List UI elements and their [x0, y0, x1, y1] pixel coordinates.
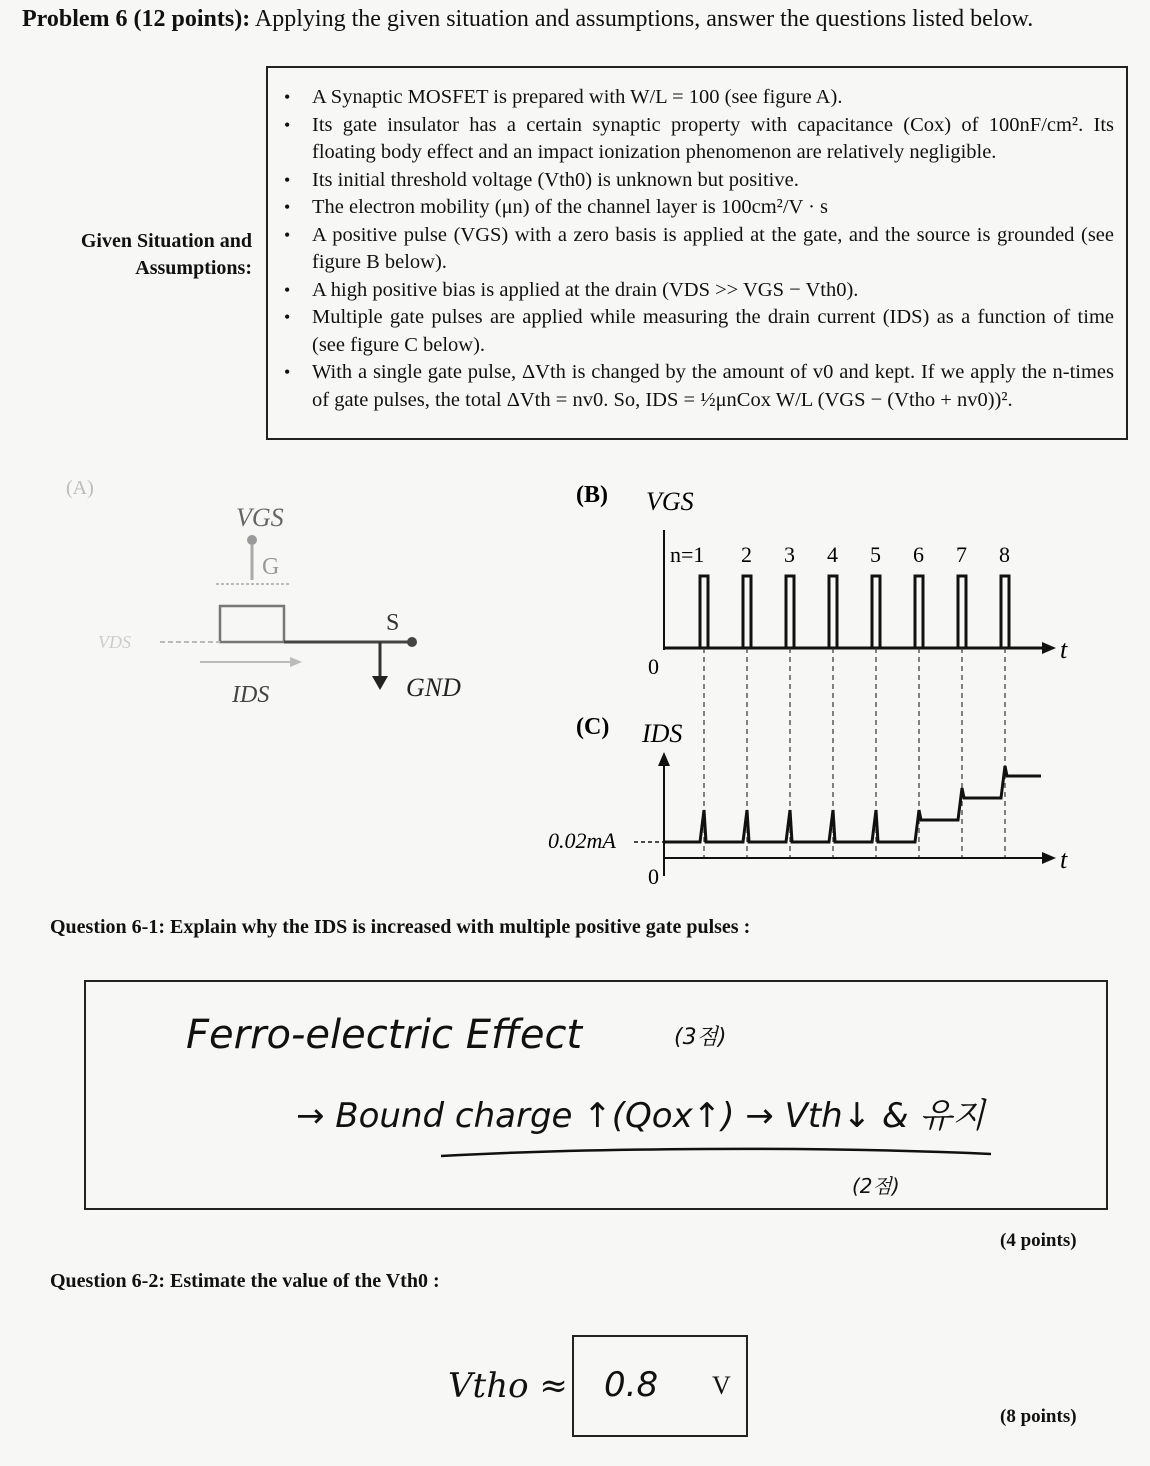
problem-label: Problem 6 (12 points): [22, 6, 251, 32]
assumption-item: • Its gate insulator has a certain synaptic property with capacitance (Cox) of 100nF/cm². Its floating body effect and an impact ionization phenomenon are relatively negligible. [282, 112, 1114, 167]
answer-underline [436, 1142, 996, 1166]
gate-pulse [915, 576, 923, 648]
source-terminal [407, 637, 417, 647]
answer-6-1-note2: (2점) [852, 1174, 900, 1198]
points-6-1: (4 points) [1000, 1230, 1077, 1251]
vgs-label: VGS [236, 503, 284, 532]
answer-6-2-unit: V [712, 1371, 731, 1400]
figure-c-y-arrowhead [658, 752, 670, 766]
figure-c-origin: 0 [648, 864, 659, 889]
question-6-1: Question 6-1: Explain why the IDS is increased with multiple positive gate pulses : [50, 916, 751, 938]
problem-header [22, 6, 1033, 33]
question-6-2: Question 6-2: Estimate the value of the Vth0 : [50, 1270, 440, 1292]
ids-curve [664, 766, 1041, 842]
answer-box-6-2 [572, 1335, 748, 1437]
pulse-label: 4 [827, 542, 838, 567]
ground-icon [372, 676, 388, 690]
gate-pulse [958, 576, 966, 648]
source-label: S [386, 610, 400, 636]
vtho-lhs: Vtho ≈ [448, 1366, 568, 1406]
given-label [40, 228, 252, 282]
figure-c-time-label: t [1060, 845, 1068, 874]
assumption-item: • Its initial threshold voltage (Vth0) is unknown but positive. [282, 167, 1114, 195]
given-label-line1: Given Situation and [80, 230, 252, 252]
pulse-train [700, 576, 1009, 648]
pulse-labels [670, 542, 1010, 567]
answer-6-2-value: 0.8 [604, 1365, 659, 1405]
assumption-item: • A high positive bias is applied at the drain (VDS >> VGS − Vth0). [282, 277, 1114, 305]
figure-a-label: (A) [66, 477, 94, 499]
assumption-item: • A Synaptic MOSFET is prepared with W/L = 100 (see figure A). [282, 84, 1114, 112]
pulse-label: n=1 [670, 542, 705, 567]
ids-arrowhead [290, 657, 302, 667]
figure-c-label: (C) [576, 714, 610, 740]
points-6-2: (8 points) [1000, 1406, 1077, 1427]
pulse-label: 7 [956, 542, 967, 567]
pulse-label: 5 [870, 542, 881, 567]
gate-pulse [872, 576, 880, 648]
vds-label: VDS [98, 632, 131, 652]
gate-terminal [247, 535, 257, 545]
gate-pulse [786, 576, 794, 648]
channel-body [220, 606, 284, 642]
answer-6-1-line2: → Bound charge ↑(Qox↑) → Vth↓ & 유지 [296, 1096, 986, 1136]
figure-b-label: (B) [576, 482, 608, 508]
gate-pulse [829, 576, 837, 648]
assumption-item: • The electron mobility (μn) of the channel layer is 100cm²/V · s [282, 194, 1114, 222]
figure-bc-waveforms [540, 470, 1080, 900]
ids-label: IDS [232, 682, 270, 708]
gate-pulse [1001, 576, 1009, 648]
figure-b-origin: 0 [648, 654, 659, 679]
figure-b-axis-label: VGS [646, 487, 694, 516]
gnd-label: GND [406, 673, 461, 702]
assumption-item: • Multiple gate pulses are applied while measuring the drain current (IDS) as a function of time (see figure C below). [282, 304, 1114, 359]
pulse-label: 8 [999, 542, 1010, 567]
assumptions-box [266, 66, 1128, 440]
answer-box-6-1 [84, 980, 1108, 1210]
given-label-line2: Assumptions: [135, 257, 252, 279]
figure-b-x-arrowhead [1042, 642, 1056, 654]
assumptions-list [282, 84, 1114, 414]
ids-level-label: 0.02mA [548, 828, 616, 853]
figure-c-x-arrowhead [1042, 852, 1056, 864]
answer-6-1-line1: Ferro-electric Effect [186, 1012, 583, 1058]
figure-a-mosfet [40, 470, 500, 730]
problem-intro: Applying the given situation and assumptions, answer the questions listed below. [254, 6, 1034, 32]
gate-pulse [700, 576, 708, 648]
pulse-label: 6 [913, 542, 924, 567]
assumption-item: • With a single gate pulse, ΔVth is changed by the amount of v0 and kept. If we apply the n-times of gate pulses, the total ΔVth = nv0. So, IDS = ½μnCox W/L (VGS − (Vtho + nv0))². [282, 359, 1114, 414]
pulse-label: 3 [784, 542, 795, 567]
figure-c-axis-label: IDS [642, 719, 683, 748]
figure-b-time-label: t [1060, 635, 1068, 664]
pulse-label: 2 [741, 542, 752, 567]
answer-6-1-note1: (3점) [674, 1025, 727, 1050]
assumption-item: • A positive pulse (VGS) with a zero basis is applied at the gate, and the source is grounded (see figure B below). [282, 222, 1114, 277]
gate-label: G [262, 554, 280, 580]
gate-pulse [743, 576, 751, 648]
